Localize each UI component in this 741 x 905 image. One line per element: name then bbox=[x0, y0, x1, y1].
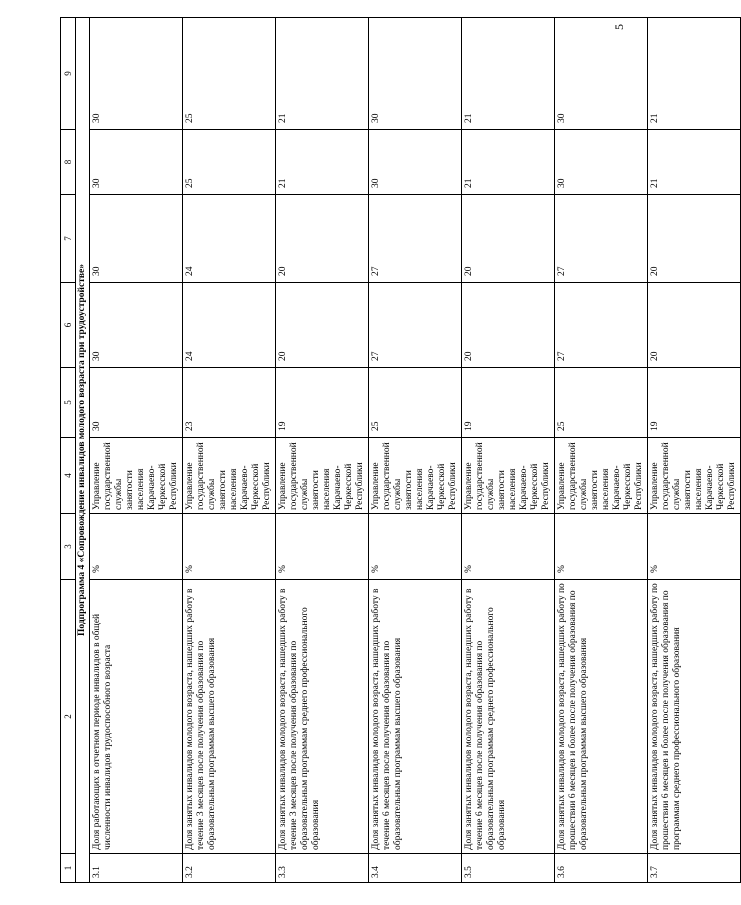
indicator-description: Доля занятых инвалидов молодого возраста, нашедших работу в течение 3 месяцев после получения образования по образовательным программам среднего профессионального образования bbox=[276, 580, 369, 854]
unit-cell: % bbox=[369, 514, 462, 580]
value-col9: 25 bbox=[183, 18, 276, 130]
row-number: 3.5 bbox=[462, 854, 555, 883]
indicator-description: Доля занятых инвалидов молодого возраста, нашедших работу по прошествии 6 месяцев и более после получения образования по программам среднего профессионального образования bbox=[648, 580, 741, 854]
value-col6: 27 bbox=[369, 283, 462, 368]
value-col7: 20 bbox=[276, 195, 369, 283]
value-col8: 21 bbox=[276, 130, 369, 195]
value-col7: 20 bbox=[648, 195, 741, 283]
column-number-5: 5 bbox=[61, 368, 76, 438]
value-col5: 25 bbox=[369, 368, 462, 438]
value-col8: 30 bbox=[369, 130, 462, 195]
value-col7: 27 bbox=[555, 195, 648, 283]
unit-cell: % bbox=[555, 514, 648, 580]
column-number-3: 3 bbox=[61, 514, 76, 580]
value-col6: 20 bbox=[276, 283, 369, 368]
table-row bbox=[462, 18, 555, 883]
value-col6: 30 bbox=[90, 283, 183, 368]
column-number-1: 1 bbox=[61, 854, 76, 883]
column-number-9: 9 bbox=[61, 18, 76, 130]
value-col5: 19 bbox=[648, 368, 741, 438]
value-col8: 21 bbox=[462, 130, 555, 195]
value-col6: 24 bbox=[183, 283, 276, 368]
indicator-description: Доля занятых инвалидов молодого возраста, нашедших работу в течение 3 месяцев после получения образования по образовательным программам высшего образования bbox=[183, 580, 276, 854]
table-row bbox=[183, 18, 276, 883]
table-row bbox=[90, 18, 183, 883]
value-col5: 23 bbox=[183, 368, 276, 438]
rotated-table-container bbox=[60, 18, 737, 883]
table-rotation-frame bbox=[60, 18, 737, 883]
executor-cell: Управление государственной службы занятости населения Карачаево-Черкесской Республики bbox=[90, 438, 183, 514]
value-col6: 20 bbox=[648, 283, 741, 368]
indicator-description: Доля занятых инвалидов молодого возраста, нашедших работу по прошествии 6 месяцев и более после получения образования по образовательным программам высшего образования bbox=[555, 580, 648, 854]
indicators-table bbox=[60, 17, 741, 883]
value-col9: 30 bbox=[555, 18, 648, 130]
row-number: 3.6 bbox=[555, 854, 648, 883]
unit-cell: % bbox=[183, 514, 276, 580]
table-body bbox=[76, 18, 741, 883]
value-col5: 30 bbox=[90, 368, 183, 438]
value-col9: 30 bbox=[90, 18, 183, 130]
unit-cell: % bbox=[90, 514, 183, 580]
value-col8: 21 bbox=[648, 130, 741, 195]
value-col5: 19 bbox=[276, 368, 369, 438]
row-number: 3.3 bbox=[276, 854, 369, 883]
executor-cell: Управление государственной службы занятости населения Карачаево-Черкесской Республики bbox=[462, 438, 555, 514]
row-number: 3.4 bbox=[369, 854, 462, 883]
column-number-2: 2 bbox=[61, 580, 76, 854]
value-col9: 21 bbox=[276, 18, 369, 130]
table-row bbox=[648, 18, 741, 883]
value-col8: 30 bbox=[555, 130, 648, 195]
column-number-6: 6 bbox=[61, 283, 76, 368]
value-col7: 20 bbox=[462, 195, 555, 283]
table-row bbox=[276, 18, 369, 883]
value-col6: 27 bbox=[555, 283, 648, 368]
row-number: 3.1 bbox=[90, 854, 183, 883]
page-number: 5 bbox=[612, 24, 626, 30]
executor-cell: Управление государственной службы занятости населения Карачаево-Черкесской Республики bbox=[276, 438, 369, 514]
value-col6: 20 bbox=[462, 283, 555, 368]
section-title: Подпрограмма 4 «Сопровождение инвалидов молодого возраста при трудоустройстве» bbox=[76, 18, 90, 883]
value-col9: 30 bbox=[369, 18, 462, 130]
executor-cell: Управление государственной службы занятости населения Карачаево-Черкесской Республики bbox=[183, 438, 276, 514]
row-number: 3.2 bbox=[183, 854, 276, 883]
indicator-description: Доля занятых инвалидов молодого возраста, нашедших работу в течение 6 месяцев после получения образования по образовательным программам высшего образования bbox=[369, 580, 462, 854]
value-col8: 30 bbox=[90, 130, 183, 195]
section-row bbox=[76, 18, 90, 883]
executor-cell: Управление государственной службы занятости населения Карачаево-Черкесской Республики bbox=[369, 438, 462, 514]
column-number-4: 4 bbox=[61, 438, 76, 514]
indicator-description: Доля работающих в отчетном периоде инвалидов в общей численности инвалидов трудоспособного возраста bbox=[90, 580, 183, 854]
executor-cell: Управление государственной службы занятости населения Карачаево-Черкесской Республики bbox=[555, 438, 648, 514]
column-number-8: 8 bbox=[61, 130, 76, 195]
indicator-description: Доля занятых инвалидов молодого возраста, нашедших работу в течение 6 месяцев после получения образования по образовательным программам среднего профессионального образования bbox=[462, 580, 555, 854]
value-col5: 19 bbox=[462, 368, 555, 438]
unit-cell: % bbox=[276, 514, 369, 580]
value-col7: 27 bbox=[369, 195, 462, 283]
table-header bbox=[61, 18, 76, 883]
value-col7: 30 bbox=[90, 195, 183, 283]
table-row bbox=[369, 18, 462, 883]
row-number: 3.7 bbox=[648, 854, 741, 883]
value-col5: 25 bbox=[555, 368, 648, 438]
unit-cell: % bbox=[462, 514, 555, 580]
value-col9: 21 bbox=[648, 18, 741, 130]
table-row bbox=[555, 18, 648, 883]
column-number-row bbox=[61, 18, 76, 883]
value-col7: 24 bbox=[183, 195, 276, 283]
column-number-7: 7 bbox=[61, 195, 76, 283]
unit-cell: % bbox=[648, 514, 741, 580]
executor-cell: Управление государственной службы занятости населения Карачаево-Черкесской Республики bbox=[648, 438, 741, 514]
value-col9: 21 bbox=[462, 18, 555, 130]
value-col8: 25 bbox=[183, 130, 276, 195]
